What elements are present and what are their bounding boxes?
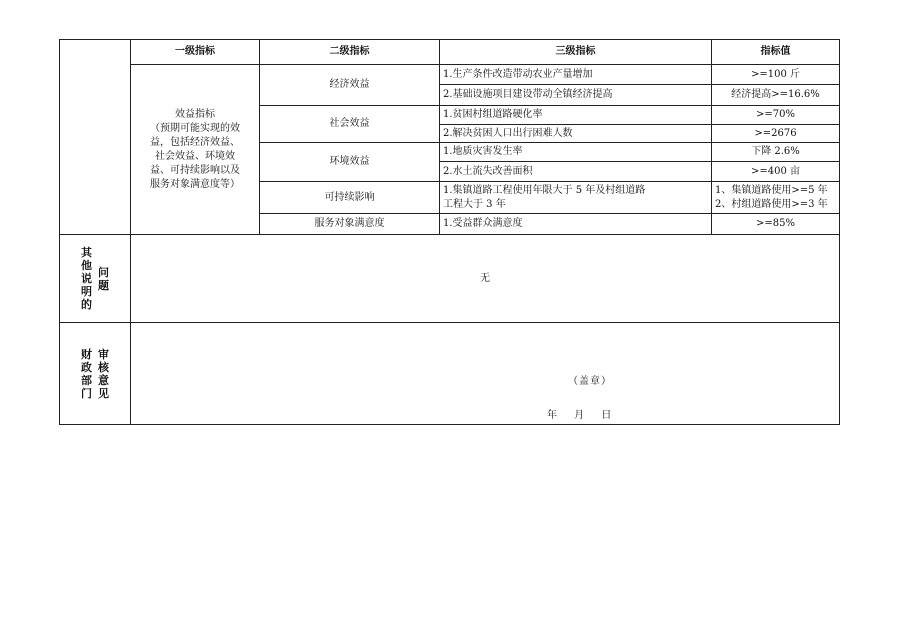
label-char: 问 (98, 265, 109, 279)
label-char: 的 (81, 298, 92, 311)
header-level3: 三级指标 (440, 40, 712, 65)
indicator-cell: 2.基础设施项目建设带动全镇经济提高 (440, 85, 712, 106)
label-char: 政 (81, 360, 92, 374)
value-cell: >=85% (712, 214, 840, 235)
label-char: 见 (98, 386, 109, 400)
value-cell-multiline (712, 182, 840, 214)
indicator-cell: 1.贫困村组道路硬化率 (440, 106, 712, 125)
value-cell: 下降 2.6% (712, 143, 840, 162)
header-row (60, 40, 840, 65)
value-line: 2、村组道路使用>=3 年 (715, 198, 828, 210)
label-char: 门 (81, 386, 92, 400)
header-value: 指标值 (712, 40, 840, 65)
seal-text: （盖章） (568, 376, 612, 387)
other-notes-label (60, 235, 131, 323)
header-level2: 二级指标 (260, 40, 440, 65)
level2-economic: 经济效益 (260, 65, 440, 106)
level1-line: 服务对象满意度等） (150, 178, 240, 190)
value-cell: 经济提高>=16.6% (712, 85, 840, 106)
label-char: 部 (81, 373, 92, 387)
level2-environment: 环境效益 (260, 143, 440, 182)
label-char: 明 (81, 285, 92, 298)
indicator-cell: 2.解决贫困人口出行困难人数 (440, 125, 712, 143)
value-cell: >=100 斤 (712, 65, 840, 85)
table-row (60, 65, 840, 85)
other-notes-row (60, 235, 840, 323)
other-notes-content: 无 (131, 235, 840, 323)
indicator-line: 1.集镇道路工程使用年限大于 5 年及村组道路 (443, 184, 646, 196)
label-char: 他 (81, 259, 92, 272)
level1-line: （预期可能实现的效 (150, 122, 240, 134)
label-char: 审 (98, 347, 109, 361)
level2-social: 社会效益 (260, 106, 440, 143)
level2-satisfaction: 服务对象满意度 (260, 214, 440, 235)
value-cell: >=2676 (712, 125, 840, 143)
label-char: 财 (81, 347, 92, 361)
audit-label (60, 323, 131, 425)
indicator-cell: 1.地质灾害发生率 (440, 143, 712, 162)
level1-line: 社会效益、环境效 (155, 150, 235, 162)
label-char: 意 (98, 373, 109, 387)
left-blank-cell (60, 40, 131, 235)
value-cell: >=400 亩 (712, 162, 840, 182)
audit-row (60, 323, 840, 425)
label-char: 题 (98, 278, 109, 292)
label-char: 其 (81, 246, 92, 259)
label-char: 核 (98, 360, 109, 374)
performance-table (59, 39, 840, 425)
level2-sustain: 可持续影响 (260, 182, 440, 214)
level1-line: 效益指标 (175, 108, 215, 120)
indicator-line: 工程大于 3 年 (443, 198, 506, 210)
indicator-cell: 1.生产条件改造带动农业产量增加 (440, 65, 712, 85)
level1-line: 益、可持续影响以及 (150, 164, 240, 176)
label-char: 说 (81, 272, 92, 285)
indicator-cell: 2.水土流失改善面积 (440, 162, 712, 182)
level1-line: 益，包括经济效益、 (150, 136, 240, 148)
audit-content (131, 323, 840, 425)
date-text: 年 月 日 (547, 410, 612, 421)
indicator-cell: 1.受益群众满意度 (440, 214, 712, 235)
indicator-cell-multiline (440, 182, 712, 214)
value-line: 1、集镇道路使用>=5 年 (715, 184, 828, 196)
level1-benefit-indicator (131, 65, 260, 235)
header-level1: 一级指标 (131, 40, 260, 65)
value-cell: >=70% (712, 106, 840, 125)
